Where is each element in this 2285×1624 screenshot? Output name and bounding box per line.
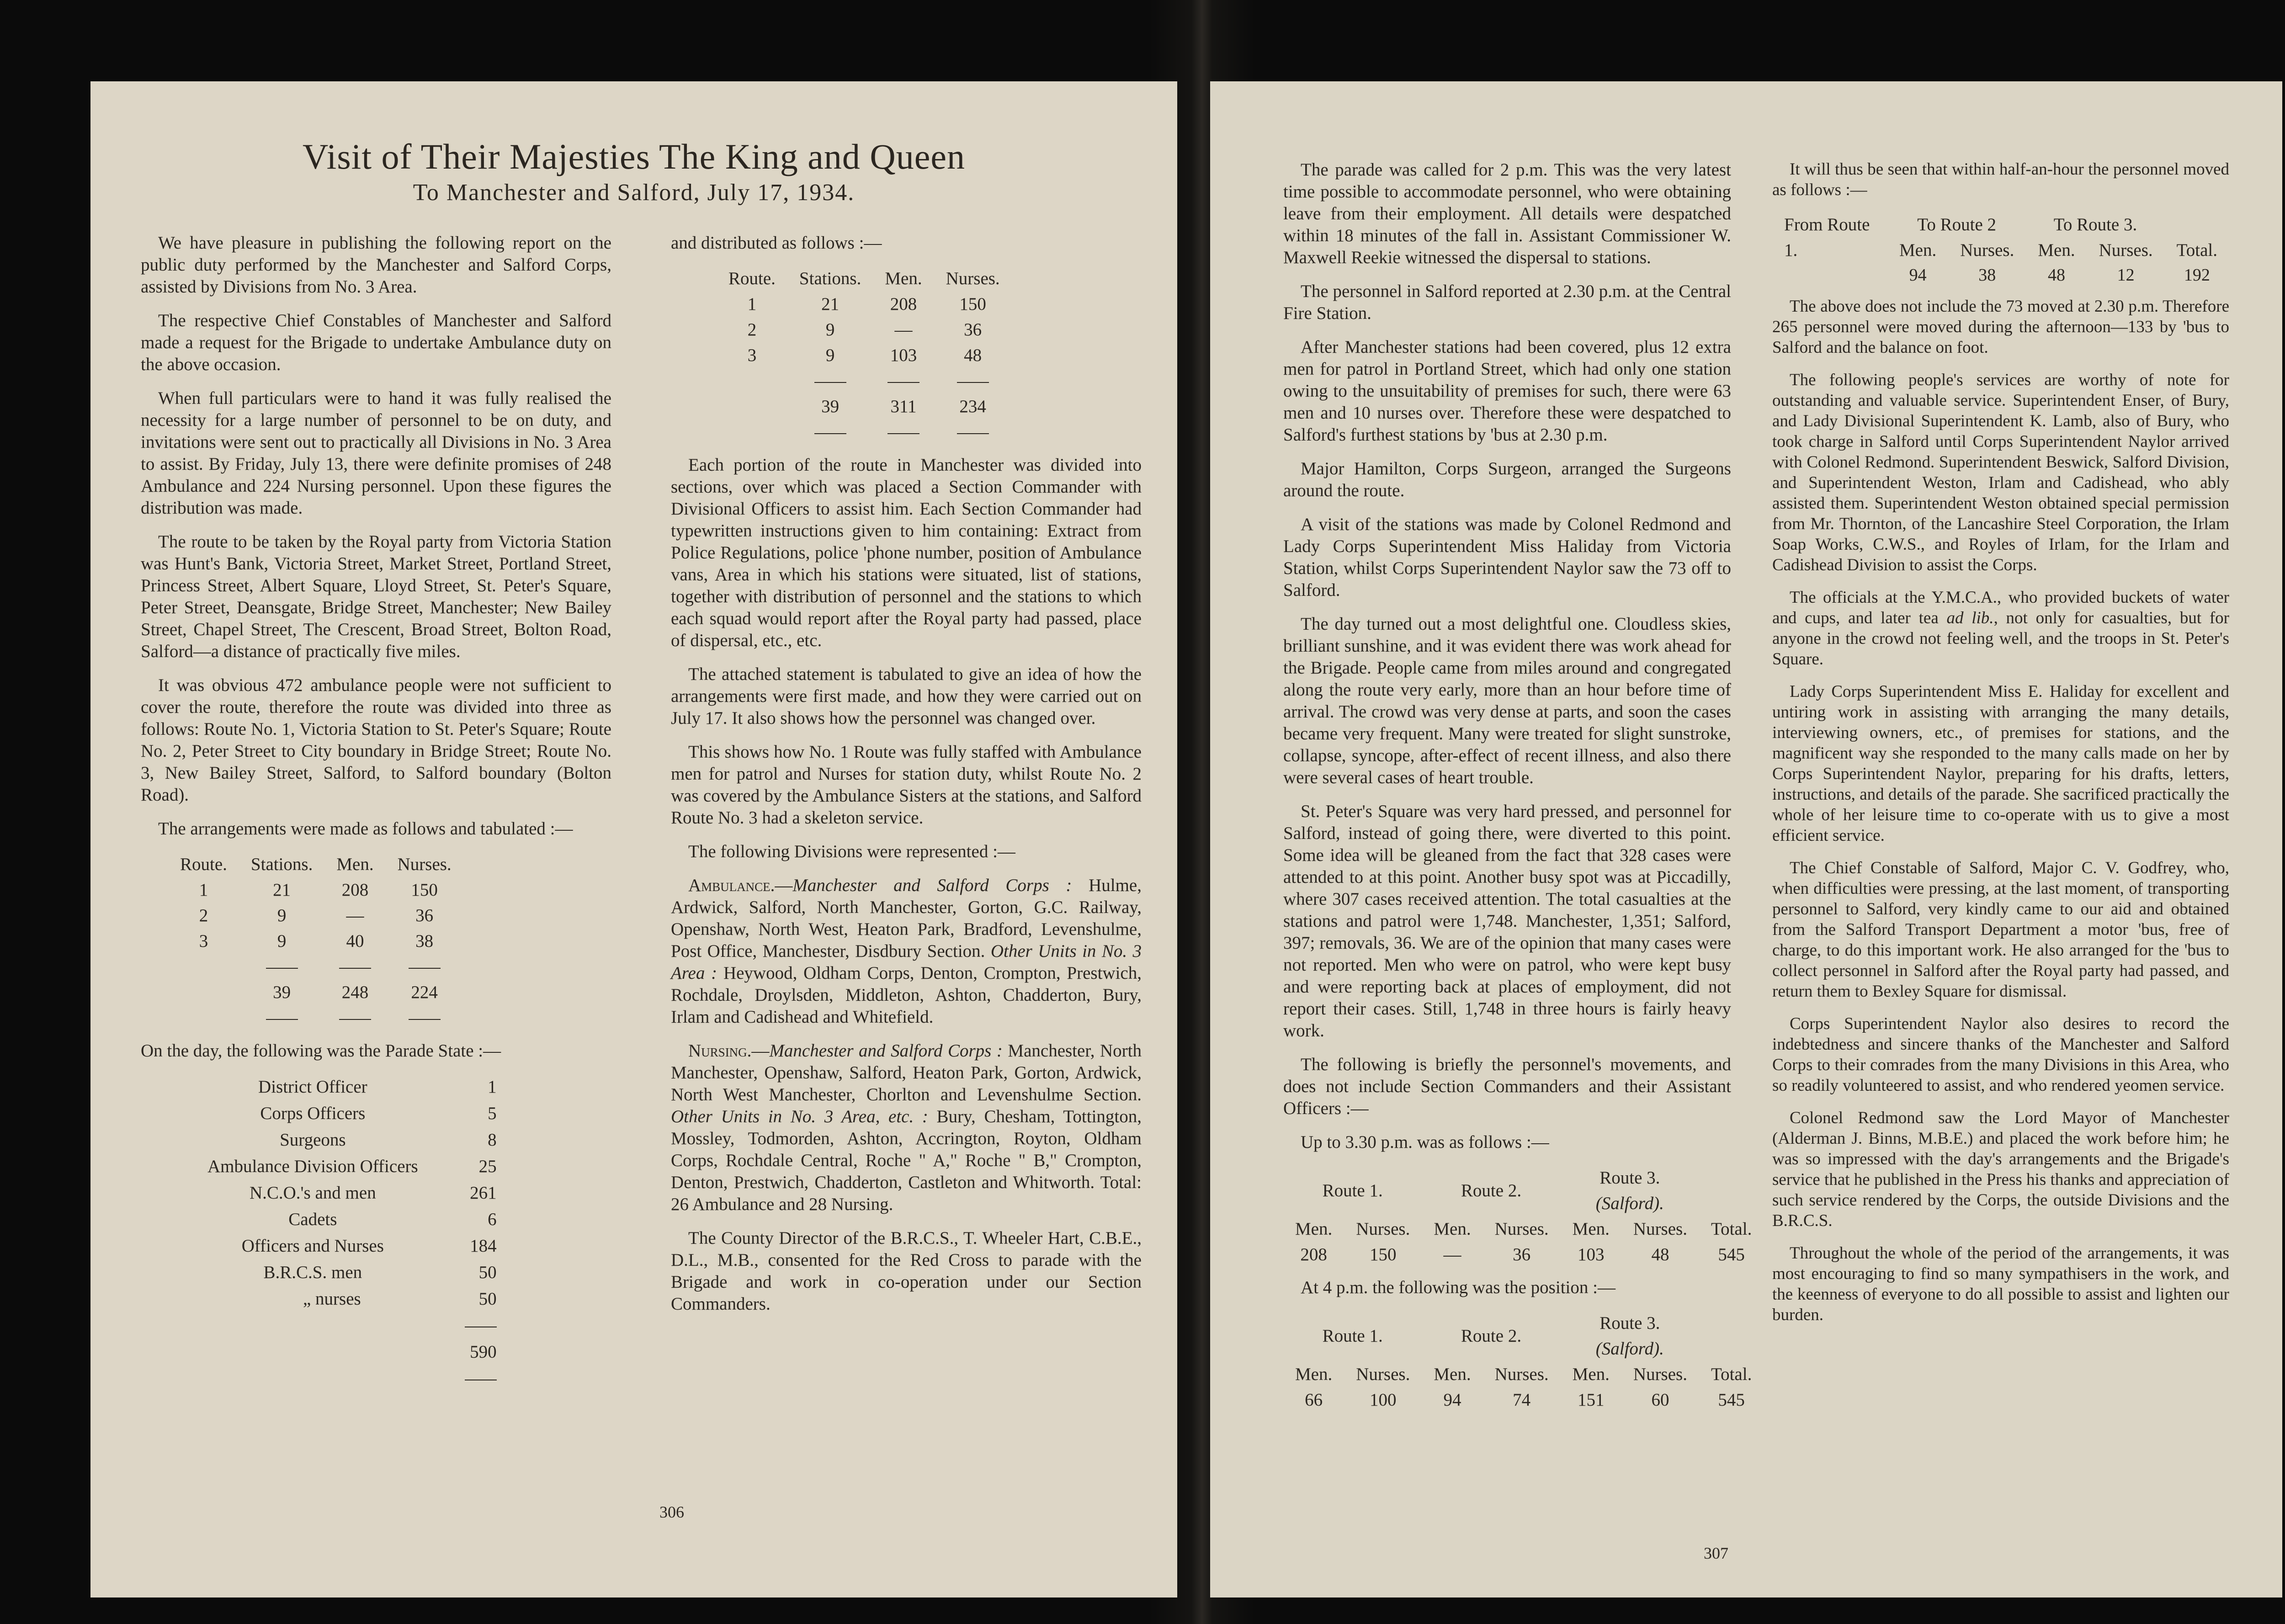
table-row bbox=[168, 903, 463, 929]
parade-value: 5 bbox=[488, 1104, 497, 1123]
route-label: Route 3. bbox=[1600, 1313, 1660, 1333]
paragraph: The day turned out a most delightful one. Cloudless skies, brilliant sunshine, and it was evident there was work ahead for the Brigade. People came from miles around and congregated along the route very early, more than an hour before time of arrival. The crowd was very dense at parts, and soon the cases became very frequent. Many were treated for slight sunstroke, collapse, syncope, after-effect of recent illness, and also there were several cases of heart trouble. bbox=[1283, 614, 1731, 787]
table-header: Total. bbox=[2176, 240, 2217, 260]
table-cell: 12 bbox=[2117, 265, 2135, 285]
paragraph: The above does not include the 73 moved at 2.30 p.m. Therefore 265 personnel were moved during the afternoon—133 by 'bus to Salford and the balance on foot. bbox=[1772, 297, 2229, 357]
table-cell: 36 bbox=[1513, 1245, 1531, 1264]
table-row bbox=[196, 1127, 509, 1153]
nursing-paragraph bbox=[671, 1040, 1142, 1215]
ymca-text: The officials at the Y.M.C.A., who provided buckets of water and cups, and later tea bbox=[1772, 588, 2229, 627]
table-row bbox=[196, 1206, 509, 1233]
table-header: Route. bbox=[728, 269, 776, 288]
table-cell: 9 bbox=[825, 320, 835, 340]
table-cell: 94 bbox=[1443, 1390, 1461, 1410]
paragraph: Throughout the whole of the period of the arrangements, it was most encouraging to find so many sympathisers in the work, and the keenness of everyone to do all possible to assist and lighten our burden. bbox=[1772, 1244, 2229, 1324]
nursing-other-list: Bury, Chesham, Tottington, Mossley, Todmorden, Ashton, Accrington, Royton, Oldham Corps, Rochdale Central, Roche " A," Roche " B," Crompton, Denton, Prestwich, Chadderton, Castleton and Whitworth. Total: 26 Ambulance and 28 Nursing. bbox=[671, 1107, 1142, 1214]
table-cell: 103 bbox=[1578, 1245, 1605, 1264]
table-rule-row bbox=[717, 419, 1012, 445]
table-row bbox=[196, 1259, 509, 1286]
table-row bbox=[717, 343, 1012, 368]
ambulance-list: Hulme, Ardwick, Salford, North Manchester, Gorton, G.C. Railway, Openshaw, North West, Heaton Park, Bradford, Levenshulme, Post Office, Manchester, Disdbury Section. bbox=[671, 876, 1142, 961]
table-cell: 38 bbox=[415, 931, 434, 951]
table-row bbox=[1283, 1242, 1764, 1268]
table-rule-row bbox=[168, 954, 463, 980]
table-cell: 21 bbox=[821, 294, 840, 314]
table-header: Men. bbox=[1434, 1364, 1471, 1384]
table-subheader-row bbox=[1283, 1362, 1764, 1387]
table-header: Nurses. bbox=[1356, 1364, 1410, 1384]
article-subtitle: To Manchester and Salford, July 17, 1934. bbox=[413, 180, 855, 206]
paragraph: The County Director of the B.R.C.S., T. Wheeler Hart, C.B.E., D.L., M.B., consented for the Red Cross to parade with the Brigade and work in co-operation under our Section Commanders. bbox=[671, 1228, 1142, 1314]
total-cell: 39 bbox=[273, 982, 291, 1002]
parade-total: 590 bbox=[470, 1342, 497, 1362]
table-cell: 9 bbox=[277, 906, 287, 925]
table-row bbox=[196, 1180, 509, 1206]
table-header: Men. bbox=[1572, 1364, 1610, 1384]
table-cell: 150 bbox=[959, 294, 986, 314]
left-page bbox=[90, 81, 1177, 1597]
table-total-row bbox=[196, 1339, 509, 1365]
table-header: Men. bbox=[1434, 1219, 1471, 1239]
route-label: Route 3. bbox=[1600, 1168, 1660, 1188]
nursing-list: Manchester, North Manchester, Openshaw, Salford, Heaton Park, Gorton, Ardwick, North West Manchester, Chorlton and Levenshulme Section. bbox=[671, 1041, 1142, 1104]
table-cell: 2 bbox=[199, 906, 208, 925]
paragraph: The parade was called for 2 p.m. This was the very latest time possible to accommodate personnel, who were obtaining leave from their employment. All details were despatched within 18 minutes of the fall in. Assistant Commissioner W. Maxwell Reekie witnessed the dispersal to stations. bbox=[1283, 160, 1731, 267]
paragraph: The Chief Constable of Salford, Major C. V. Godfrey, who, when difficulties were pressing, at the last moment, of transporting personnel to Salford, very kindly came to our aid and obtained from the Salford Transport Department a motor 'bus, free of charge, to do this important work. He also arranged for the 'bus to collect personnel in Salford after the Royal party had passed, and return them to Bexley Square for dismissal. bbox=[1772, 859, 2229, 1001]
ambulance-heading: Ambulance.— bbox=[688, 876, 793, 895]
table-cell: 151 bbox=[1578, 1390, 1605, 1410]
paragraph: The arrangements were made as follows and tabulated :— bbox=[158, 819, 573, 839]
movement-table-3 bbox=[1772, 212, 2229, 287]
left-column-1 bbox=[141, 232, 611, 1401]
table-header-row bbox=[717, 266, 1012, 292]
table-header: Nurses. bbox=[946, 269, 1000, 288]
table-cell: 3 bbox=[199, 931, 208, 951]
other-units-label: Other Units in No. 3 Area, etc. : bbox=[671, 1107, 928, 1126]
total-cell: 224 bbox=[411, 982, 438, 1002]
table-cell: — bbox=[1443, 1245, 1461, 1264]
table-total-row bbox=[168, 980, 463, 1005]
paragraph: After Manchester stations had been covered, plus 12 extra men for patrol in Portland Street, which had only one station owing to the unsuitability of premises for such, there were 63 men and 10 nurses over. Therefore these were despatched to Salford's furthest stations by 'bus at 2.30 p.m. bbox=[1283, 337, 1731, 445]
total-cell: 311 bbox=[890, 397, 917, 416]
parade-intro: On the day, the following was the Parade State :— bbox=[141, 1041, 501, 1061]
ambulance-other-list: Heywood, Oldham Corps, Denton, Crompton, Prestwich, Rochdale, Droylsden, Middleton, Ashton, Chadderton, Bury, Irlam and Cadishead and Whitefield. bbox=[671, 963, 1142, 1027]
paragraph: Each portion of the route in Manchester was divided into sections, over which was placed a Section Commander with Divisional Officers to assist him. Each Section Commander had typewritten instructions given to him containing: Extract from Police Regulations, police 'phone number, position of Ambulance vans, Area in which his stations were situated, list of stations, together with distribution of personnel and the stations to which each squad would report after the Royal party had passed, place of dispersal, etc., etc. bbox=[671, 455, 1142, 650]
table-row bbox=[196, 1286, 509, 1312]
table-header: Total. bbox=[1711, 1219, 1752, 1239]
ymca-text-end: , not only for casualties, but for anyone in the crowd not feeling well, and the troops in St. Peter's Square. bbox=[1772, 609, 2229, 669]
paragraph: It will thus be seen that within half-an-hour the personnel moved as follows :— bbox=[1772, 160, 2229, 199]
parade-value: 50 bbox=[478, 1289, 497, 1309]
parade-value: 184 bbox=[470, 1236, 497, 1256]
table-cell: 38 bbox=[1978, 265, 1996, 285]
table-cell: 40 bbox=[346, 931, 364, 951]
table-cell: 208 bbox=[890, 294, 917, 314]
table-cell: 208 bbox=[341, 880, 369, 900]
table-cell: 9 bbox=[825, 345, 835, 365]
table-cell: 2 bbox=[747, 320, 757, 340]
route-header: Route 2. bbox=[1461, 1326, 1522, 1346]
table-cell: 1 bbox=[199, 880, 208, 900]
paragraph: When full particulars were to hand it was fully realised the necessity for a large number of personnel to be on duty, and invitations were sent out to practically all Divisions in No. 3 Area to assist. By Friday, July 13, there were definite promises of 248 Ambulance and 224 Nursing personnel. Upon these figures the distribution was made. bbox=[141, 388, 611, 518]
paragraph: The following people's services are worthy of note for outstanding and valuable service. Superintendent Enser, of Bury, and Lady Divisional Superintendent K. Lamb, also of Bury, who took charge in Salford until Corps Superintendent Naylor arrived with Colonel Redmond. Superintendent Beswick, Salford Division, and Superintendent Weston, Irlam and Cadishead, who ably assisted them. Superintendent Weston obtained special permission from Mr. Thornton, of the Lancashire Steel Corporation, the Irlam Soap Works, C.W.S., and Royles of Irlam, for the Irlam and Cadishead Division to assist the Corps. bbox=[1772, 371, 2229, 574]
parade-label: B.R.C.S. men bbox=[263, 1263, 362, 1282]
movement-table-2 bbox=[1283, 1311, 1764, 1413]
from-route-header: From Route 1. bbox=[1784, 215, 1870, 260]
ambulance-paragraph bbox=[671, 875, 1142, 1028]
table-cell: 545 bbox=[1718, 1390, 1745, 1410]
table-cell: 94 bbox=[1909, 265, 1927, 285]
table-cell: 208 bbox=[1300, 1245, 1327, 1264]
table-header: Route. bbox=[180, 854, 227, 874]
table-cell: 48 bbox=[964, 345, 982, 365]
table-cell: 545 bbox=[1718, 1245, 1745, 1264]
table-cell: 21 bbox=[273, 880, 291, 900]
paragraph: Major Hamilton, Corps Surgeon, arranged the Surgeons around the route. bbox=[1283, 459, 1731, 500]
page-number: 306 bbox=[659, 1503, 684, 1521]
paragraph: The respective Chief Constables of Manchester and Salford made a request for the Brigade to undertake Ambulance duty on the above occasion. bbox=[141, 311, 611, 374]
parade-label: Officers and Nurses bbox=[241, 1236, 384, 1256]
table-cell: 150 bbox=[411, 880, 438, 900]
table-cell: 3 bbox=[747, 345, 757, 365]
table-header: Men. bbox=[2038, 240, 2075, 260]
table-header: Men. bbox=[1899, 240, 1937, 260]
table-header: Stations. bbox=[250, 854, 313, 874]
table-total-row bbox=[717, 394, 1012, 419]
table-cell: 9 bbox=[277, 931, 287, 951]
left-column-2 bbox=[671, 232, 1142, 1327]
table-cell: 103 bbox=[890, 345, 917, 365]
table-header: Men. bbox=[885, 269, 922, 288]
route-header: Route 2. bbox=[1461, 1181, 1522, 1200]
parade-label: Surgeons bbox=[280, 1130, 346, 1150]
arrangement-table bbox=[168, 852, 463, 1031]
table-cell: 36 bbox=[415, 906, 434, 925]
route-header bbox=[1561, 1311, 1699, 1362]
paragraph: This shows how No. 1 Route was fully staffed with Ambulance men for patrol and Nurses for station duty, whilst Route No. 2 was covered by the Ambulance Sisters at the stations, and Salford Route No. 3 had a skeleton service. bbox=[671, 742, 1142, 828]
right-page bbox=[1210, 81, 2282, 1597]
movement-table-1 bbox=[1283, 1165, 1764, 1268]
route-header: Route 1. bbox=[1322, 1326, 1383, 1346]
distribution-table bbox=[717, 266, 1012, 445]
other-units-label: Other Units in No. 3 Area : bbox=[671, 941, 1142, 983]
ad-lib-text: ad lib. bbox=[1946, 609, 1994, 627]
table-header-row bbox=[1772, 212, 2229, 238]
parade-value: 8 bbox=[488, 1130, 497, 1150]
table-cell: 60 bbox=[1651, 1390, 1669, 1410]
right-column-2 bbox=[1772, 159, 2229, 1337]
parade-label: N.C.O.'s and men bbox=[249, 1183, 376, 1203]
table-cell: 66 bbox=[1305, 1390, 1323, 1410]
parade-value: 25 bbox=[478, 1157, 497, 1176]
paragraph: A visit of the stations was made by Colonel Redmond and Lady Corps Superintendent Miss Haliday from Victoria Station, whilst Corps Superintendent Naylor saw the 73 off to Salford. bbox=[1283, 515, 1731, 600]
table-row bbox=[196, 1153, 509, 1180]
paragraph: Corps Superintendent Naylor also desires to record the indebtedness and sincere thanks of the Manchester and Salford Corps to their comrades from the many Divisions in this Area, who so readily volunteered to assist, and who rendered yeomen service. bbox=[1772, 1014, 2229, 1095]
route-header: To Route 3. bbox=[2053, 215, 2137, 234]
paragraph: At 4 p.m. the following was the position :— bbox=[1301, 1278, 1615, 1297]
table-cell: 48 bbox=[1651, 1245, 1669, 1264]
paragraph: The following Divisions were represented :— bbox=[688, 842, 1015, 861]
parade-value: 6 bbox=[488, 1210, 497, 1229]
table-cell: 192 bbox=[2184, 265, 2210, 285]
parade-value: 261 bbox=[470, 1183, 497, 1203]
route-header bbox=[1561, 1165, 1699, 1216]
table-header: Nurses. bbox=[2099, 240, 2153, 260]
table-header: Men. bbox=[1295, 1364, 1333, 1384]
table-header: Total. bbox=[1711, 1364, 1752, 1384]
table-header-row bbox=[1283, 1165, 1764, 1216]
table-rule-row bbox=[196, 1365, 509, 1392]
paragraph: and distributed as follows :— bbox=[671, 233, 882, 253]
table-header: Nurses. bbox=[1960, 240, 2014, 260]
table-row bbox=[717, 292, 1012, 317]
route-header: To Route 2 bbox=[1917, 215, 1997, 234]
table-header: Nurses. bbox=[1356, 1219, 1410, 1239]
paragraph: It was obvious 472 ambulance people were not sufficient to cover the route, therefore the route was divided into three as follows: Route No. 1, Victoria Station to St. Peter's Square; Route No. 2, Peter Street to City boundary in Bridge Street; Route No. 3, New Bailey Street, Salford, to Salford boundary (Bolton Road). bbox=[141, 675, 611, 805]
parade-label: Ambulance Division Officers bbox=[207, 1157, 418, 1176]
total-cell: 248 bbox=[341, 982, 369, 1002]
nursing-heading: Nursing.— bbox=[688, 1041, 770, 1061]
parade-value: 1 bbox=[488, 1077, 497, 1097]
salford-label: (Salford). bbox=[1595, 1194, 1664, 1213]
table-row bbox=[196, 1233, 509, 1259]
table-header-row bbox=[168, 852, 463, 877]
table-subheader-row bbox=[1283, 1216, 1764, 1242]
route-header: Route 1. bbox=[1322, 1181, 1383, 1200]
table-cell: 1 bbox=[747, 294, 757, 314]
paragraph: Lady Corps Superintendent Miss E. Haliday for excellent and untiring work in assisting with arranging the many details, interviewing owners, etc., of premises for stations, and the magnificent way she responded to the many calls made on her by Corps Superintendent Naylor, preparing for his drafts, letters, instructions, and details of the parade. She sacrificed practically the whole of her leisure time to co-operate with us to give a most efficient service. bbox=[1772, 682, 2229, 845]
paragraph: We have pleasure in publishing the following report on the public duty performed by the Manchester and Salford Corps, assisted by Divisions from No. 3 Area. bbox=[141, 233, 611, 297]
total-cell: 234 bbox=[959, 397, 986, 416]
table-row bbox=[168, 929, 463, 954]
table-cell: 74 bbox=[1513, 1390, 1531, 1410]
table-cell: 100 bbox=[1370, 1390, 1397, 1410]
corps-label: Manchester and Salford Corps : bbox=[769, 1041, 1003, 1061]
table-row bbox=[1283, 1387, 1764, 1413]
table-row bbox=[1772, 263, 2229, 287]
salford-label: (Salford). bbox=[1595, 1339, 1664, 1359]
parade-label: Cadets bbox=[288, 1210, 337, 1229]
table-header: Nurses. bbox=[1633, 1364, 1687, 1384]
table-row bbox=[717, 317, 1012, 343]
right-column-1 bbox=[1283, 159, 1752, 1422]
parade-label: Corps Officers bbox=[260, 1104, 366, 1123]
table-header: Nurses. bbox=[1494, 1364, 1549, 1384]
total-cell: 39 bbox=[821, 397, 840, 416]
table-header: Men. bbox=[1295, 1219, 1333, 1239]
table-rule-row bbox=[717, 368, 1012, 394]
table-header: Nurses. bbox=[1494, 1219, 1549, 1239]
paragraph: The personnel in Salford reported at 2.30 p.m. at the Central Fire Station. bbox=[1283, 281, 1731, 323]
paragraph: The route to be taken by the Royal party from Victoria Station was Hunt's Bank, Victoria Street, Market Street, Portland Street, Princess Street, Albert Square, Lloyd Street, St. Peter's Square, Peter Street, Deansgate, Bridge Street, Manchester; New Bailey Street, Chapel Street, The Crescent, Broad Street, Bolton Road, Salford—a distance of practically five miles. bbox=[141, 532, 611, 661]
corps-label: Manchester and Salford Corps : bbox=[792, 876, 1072, 895]
table-header-row bbox=[1283, 1311, 1764, 1362]
table-row bbox=[196, 1074, 509, 1100]
page-number: 307 bbox=[1704, 1544, 1728, 1562]
paragraph: The attached statement is tabulated to give an idea of how the arrangements were first made, and how they were carried out on July 17. It also shows how the personnel was changed over. bbox=[671, 664, 1142, 728]
table-header: Nurses. bbox=[1633, 1219, 1687, 1239]
paragraph: Up to 3.30 p.m. was as follows :— bbox=[1301, 1132, 1549, 1152]
parade-state-table bbox=[196, 1074, 509, 1392]
table-cell: 48 bbox=[2047, 265, 2065, 285]
table-header: Men. bbox=[336, 854, 374, 874]
table-header: Nurses. bbox=[397, 854, 452, 874]
table-row bbox=[196, 1100, 509, 1127]
table-header: Stations. bbox=[799, 269, 861, 288]
ymca-paragraph bbox=[1772, 587, 2229, 669]
table-cell: — bbox=[346, 906, 364, 925]
parade-label: District Officer bbox=[258, 1077, 367, 1097]
table-header: Men. bbox=[1572, 1219, 1610, 1239]
table-rule-row bbox=[168, 1005, 463, 1031]
table-cell: 36 bbox=[964, 320, 982, 340]
paragraph: St. Peter's Square was very hard pressed, and personnel for Salford, instead of going there, were diverted to this point. Some idea will be gleaned from the fact that 328 cases were attended to at this point. Another busy spot was at Piccadilly, where 307 cases received attention. The total casualties at the stations and patrol were 1,748. Manchester, 1,351; Salford, 397; removals, 36. We are of the opinion that many cases were not reported. Men who were on patrol, who were kept busy and were reporting back at places of employment, did not report their cases. Still, 1,748 in three hours is fairly heavy work. bbox=[1283, 801, 1731, 1040]
article-title: Visit of Their Majesties The King and Queen bbox=[303, 137, 965, 176]
table-row bbox=[168, 877, 463, 903]
parade-value: 50 bbox=[478, 1263, 497, 1282]
table-cell: 150 bbox=[1370, 1245, 1397, 1264]
paragraph: Colonel Redmond saw the Lord Mayor of Manchester (Alderman J. Binns, M.B.E.) and placed the work before him; he was so impressed with the day's arrangements and the Brigade's service that he published in the Press his thanks and appreciation of such service rendered by the Corps, the outside Divisions and the B.R.C.S. bbox=[1772, 1109, 2229, 1230]
paragraph: The following is briefly the personnel's movements, and does not include Section Commanders and their Assistant Officers :— bbox=[1283, 1055, 1731, 1118]
table-cell: — bbox=[894, 320, 913, 340]
table-rule-row bbox=[196, 1312, 509, 1339]
parade-label: „ nurses bbox=[303, 1289, 361, 1309]
